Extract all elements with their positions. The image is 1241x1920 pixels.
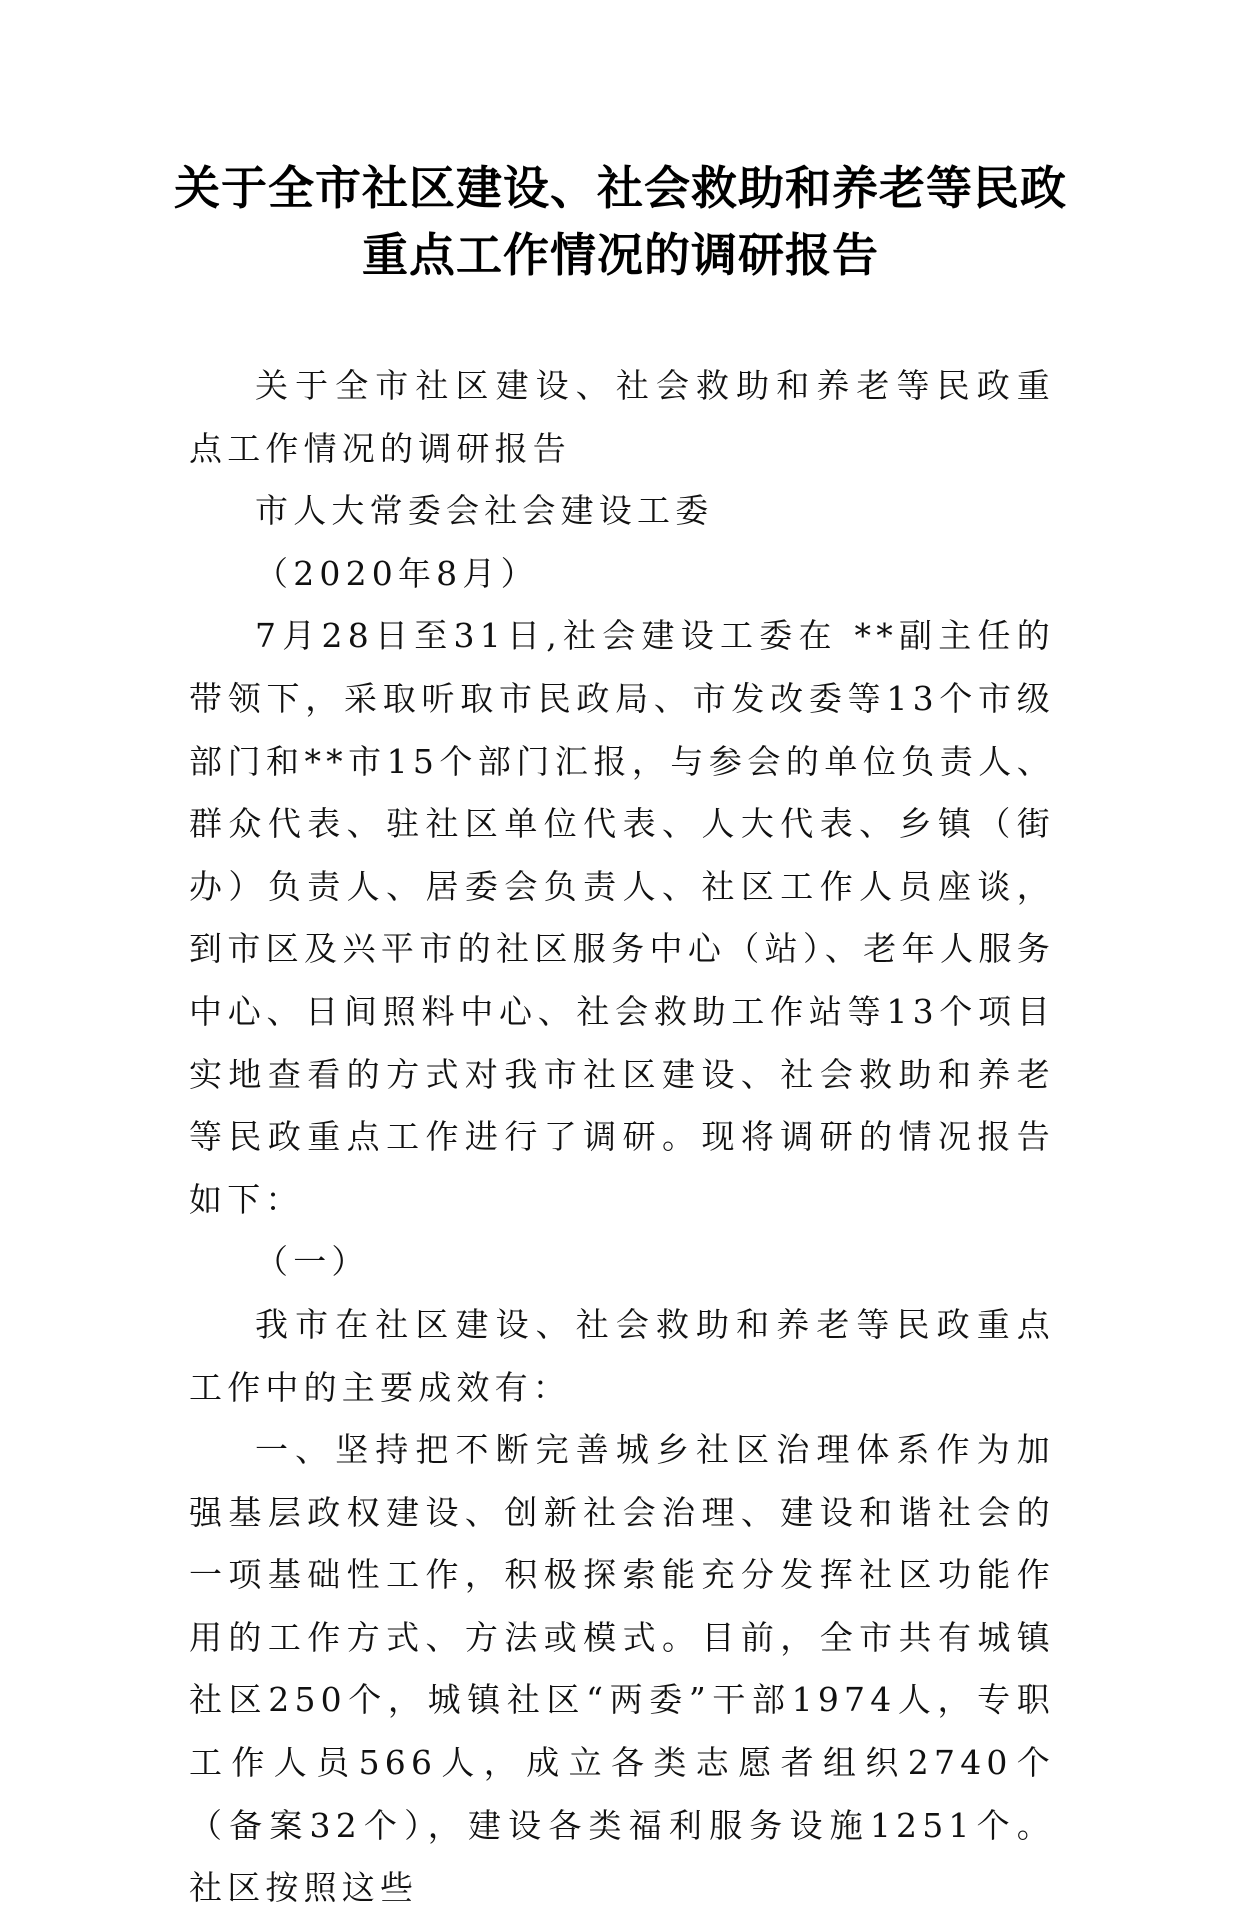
- report-heading-paragraph: 关于全市社区建设、社会救助和养老等民政重点工作情况的调研报告: [189, 366, 1055, 468]
- document-body: [189, 355, 1055, 1920]
- document-title-line-1: 关于全市社区建设、社会救助和养老等民政: [174, 161, 1067, 215]
- issuer-paragraph: 市人大常委会社会建设工委: [255, 491, 714, 531]
- section-number-paragraph: （一）: [255, 1242, 370, 1282]
- intro-paragraph: 7月28日至31日,社会建设工委在 **副主任的带领下，采取听取市民政局、市发改委等13个市级部门和**市15个部门汇报，与参会的单位负责人、群众代表、驻社区单位代表、人大代表、乡镇（街办）负责人、居委会负责人、社区工作人员座谈，到市区及兴平市的社区服务中心（站）、老年人服务中心、日间照料中心、社会救助工作站等13个项目实地查看的方式对我市社区建设、社会救助和养老等民政重点工作进行了调研。现将调研的情况报告如下：: [189, 616, 1055, 1219]
- date-paragraph: （2020年8月）: [255, 553, 539, 593]
- achievements-lead-paragraph: 我市在社区建设、社会救助和养老等民政重点工作中的主要成效有：: [189, 1304, 1055, 1407]
- point-one-paragraph: 一、坚持把不断完善城乡社区治理体系作为加强基层政权建设、创新社会治理、建设和谐社会的一项基础性工作，积极探索能充分发挥社区功能作用的工作方式、方法或模式。目前，全市共有城镇社区250个，城镇社区“两委”干部1974人，专职工作人员566人，成立各类志愿者组织2740个（备案32个），建设各类福利服务设施1251个。社区按照这些: [189, 1430, 1055, 1908]
- document-title-line-2: 重点工作情况的调研报告: [362, 228, 879, 282]
